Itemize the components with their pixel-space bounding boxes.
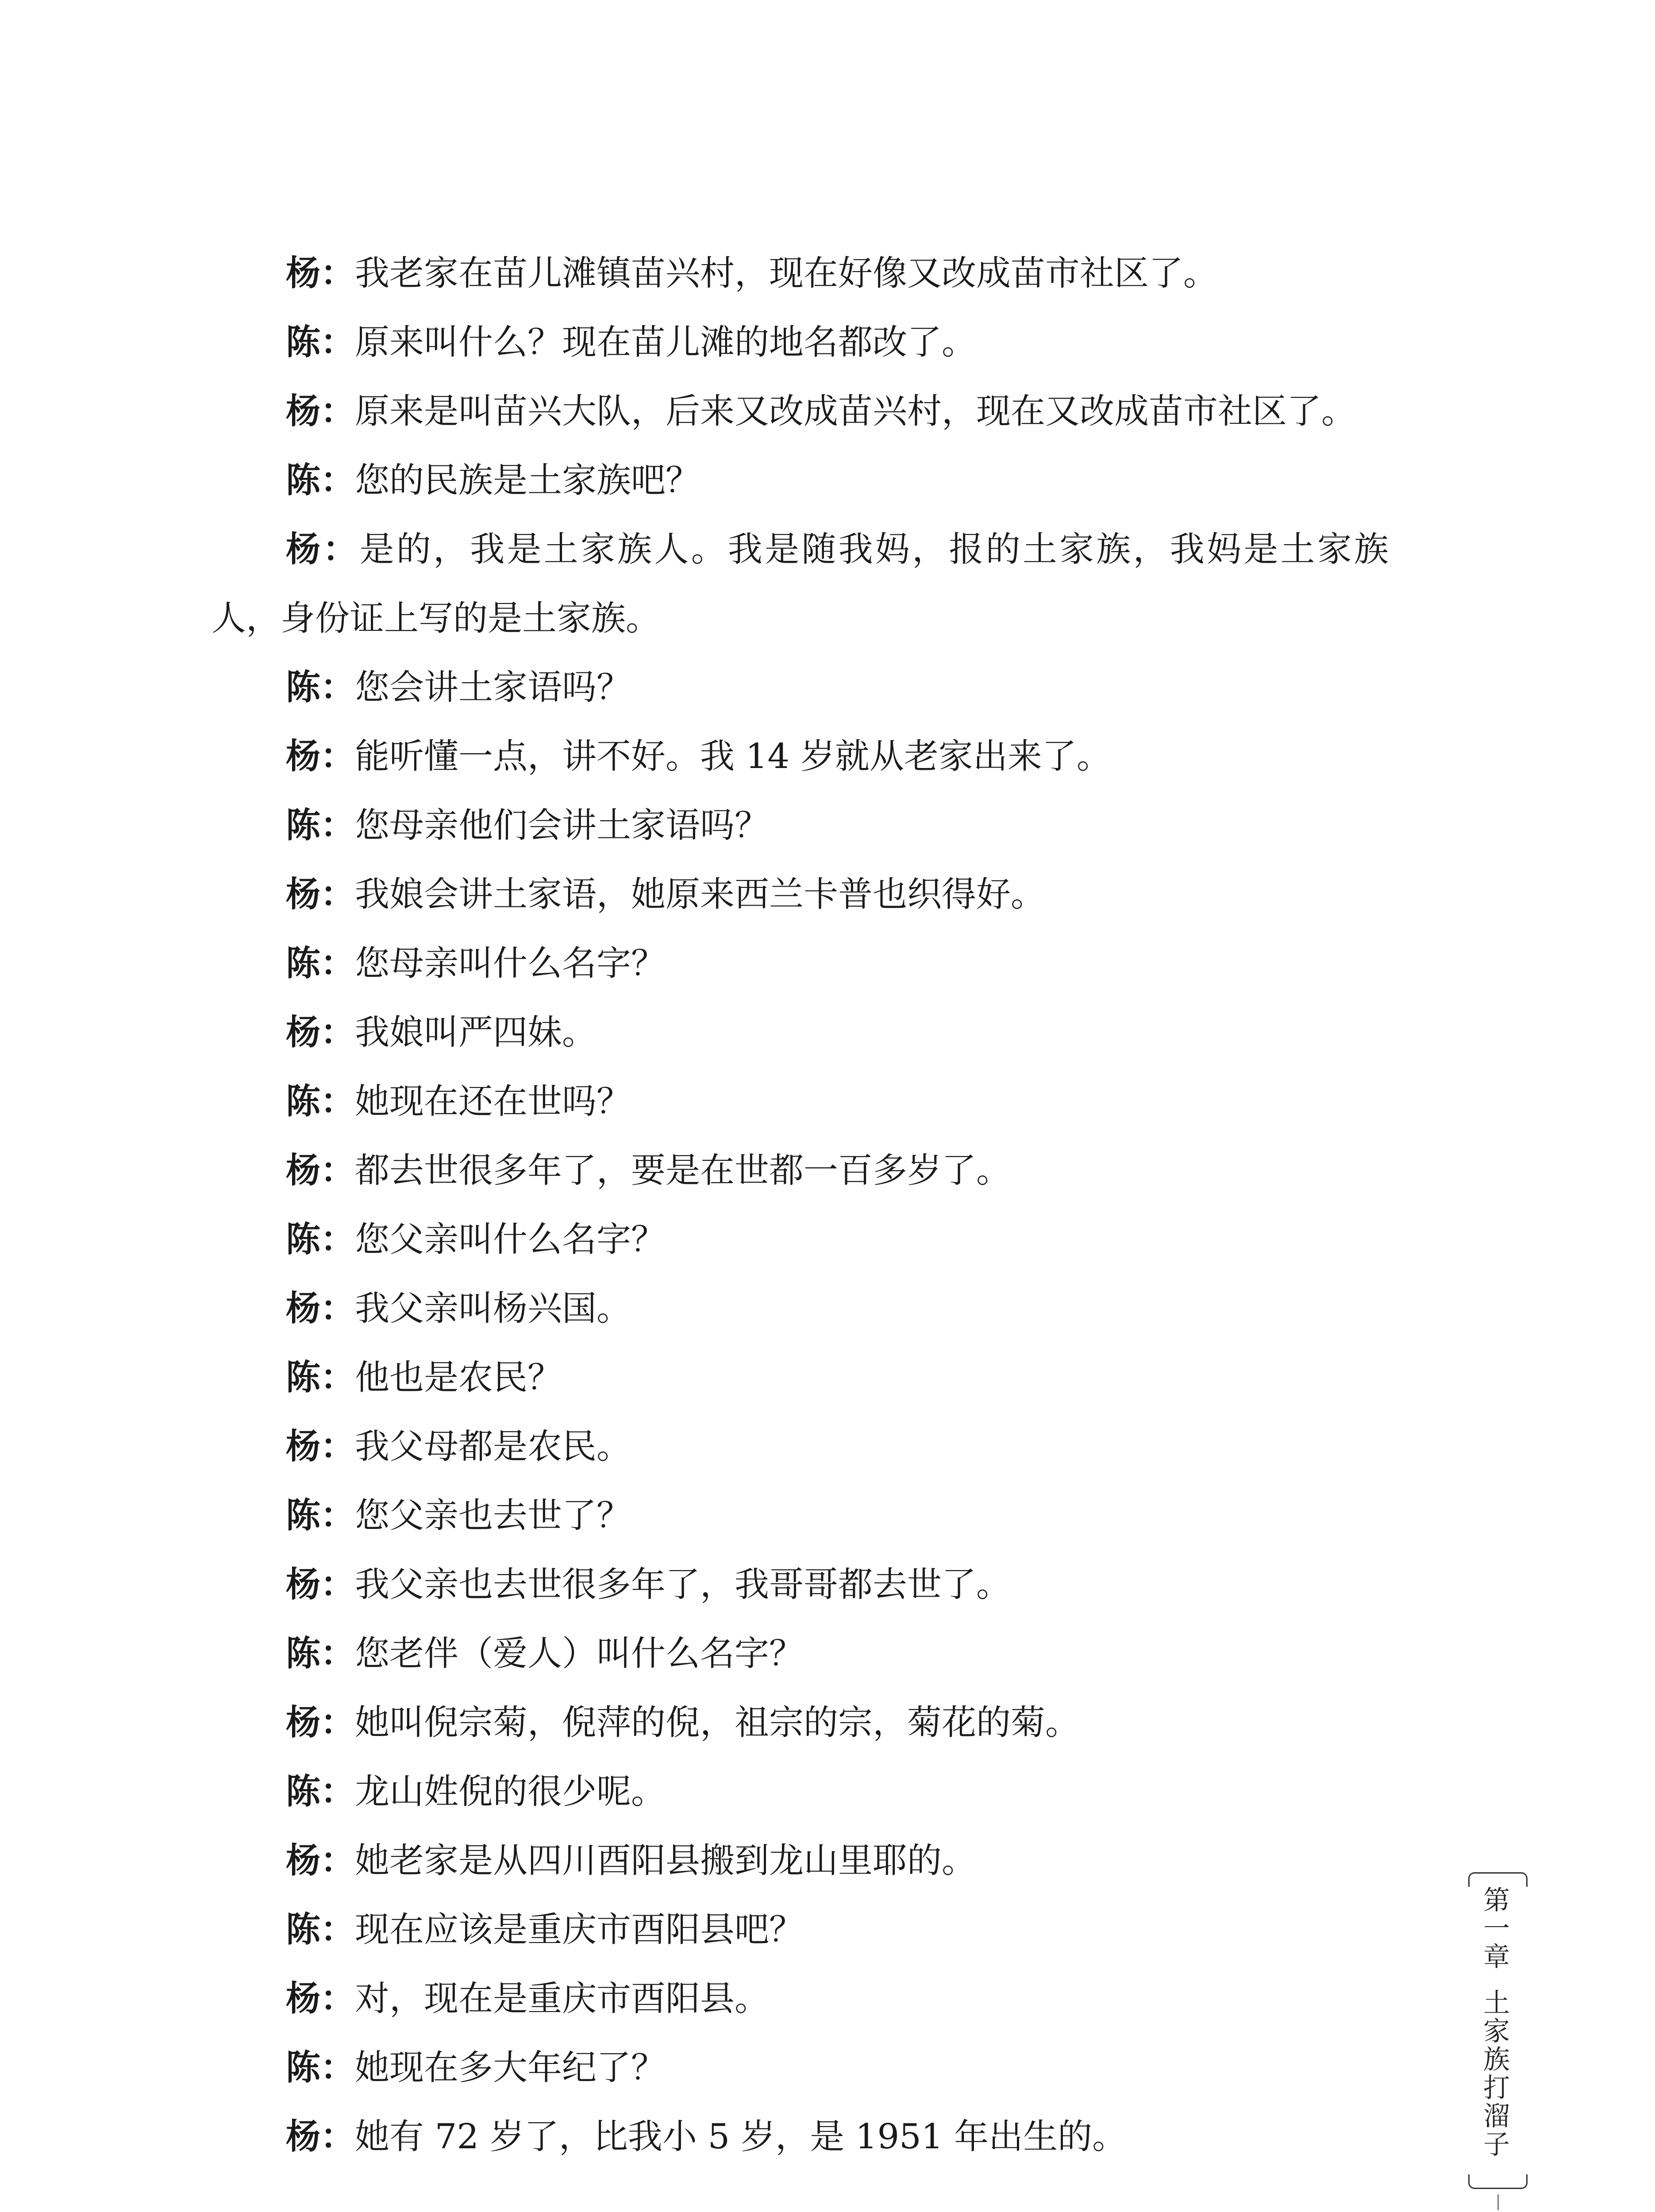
dialogue-text: 能听懂一点，讲不好。我 14 岁就从老家出来了。 bbox=[355, 737, 1111, 776]
dialogue-text: 我娘会讲土家语，她原来西兰卡普也织得好。 bbox=[355, 875, 1046, 914]
dialogue-paragraph bbox=[212, 446, 1389, 515]
chapter-title-char: 土 bbox=[1483, 1988, 1510, 2019]
dialogue-text: 您母亲他们会讲土家语吗？ bbox=[355, 806, 770, 845]
chapter-title-char: 溜 bbox=[1483, 2101, 1510, 2132]
dialogue-text: 原来是叫苗兴大队，后来又改成苗兴村，现在又改成苗市社区了。 bbox=[355, 392, 1356, 431]
speaker-label: 陈： bbox=[286, 668, 355, 707]
dialogue-text: 您老伴（爱人）叫什么名字？ bbox=[355, 1634, 804, 1674]
dialogue-paragraph bbox=[212, 239, 1389, 308]
dialogue-paragraph bbox=[212, 860, 1389, 929]
dialogue-paragraph bbox=[212, 2102, 1389, 2171]
speaker-label: 陈： bbox=[286, 1772, 355, 1812]
speaker-label: 陈： bbox=[286, 1634, 355, 1674]
dialogue-text: 您的民族是土家族吧？ bbox=[355, 461, 700, 500]
speaker-label: 陈： bbox=[286, 806, 355, 845]
dialogue-paragraph bbox=[212, 1067, 1389, 1136]
dialogue-paragraph bbox=[212, 929, 1389, 998]
speaker-label: 杨： bbox=[286, 737, 355, 776]
side-rule bbox=[1497, 2194, 1499, 2210]
speaker-label: 陈： bbox=[286, 1358, 355, 1398]
dialogue-paragraph bbox=[212, 1343, 1389, 1412]
speaker-label: 杨： bbox=[286, 530, 360, 569]
dialogue-text: 我老家在苗儿滩镇苗兴村，现在好像又改成苗市社区了。 bbox=[355, 253, 1218, 293]
dialogue-text: 现在应该是重庆市酉阳县吧？ bbox=[355, 1910, 804, 1950]
dialogue-paragraph bbox=[212, 515, 1389, 653]
dialogue-text: 是的，我是土家族人。我是随我妈，报的土家族，我妈是土家族人，身份证上写的是土家族。 bbox=[212, 530, 1389, 638]
chapter-title-char: 打 bbox=[1483, 2073, 1510, 2104]
dialogue-paragraph bbox=[212, 653, 1389, 722]
dialogue-text: 她叫倪宗菊，倪萍的倪，祖宗的宗，菊花的菊。 bbox=[355, 1703, 1080, 1743]
dialogue-paragraph bbox=[212, 1826, 1389, 1895]
dialogue-body bbox=[212, 239, 1389, 2171]
dialogue-text: 原来叫什么？现在苗儿滩的地名都改了。 bbox=[355, 323, 977, 362]
dialogue-text: 对，现在是重庆市酉阳县。 bbox=[355, 1979, 770, 2019]
dialogue-paragraph bbox=[212, 1964, 1389, 2033]
dialogue-paragraph bbox=[212, 722, 1389, 791]
speaker-label: 杨： bbox=[286, 1427, 355, 1467]
speaker-label: 杨： bbox=[286, 1289, 355, 1329]
dialogue-text: 您父亲叫什么名字？ bbox=[355, 1220, 666, 1260]
dialogue-paragraph bbox=[212, 1205, 1389, 1274]
chapter-title-char: 家 bbox=[1483, 2016, 1510, 2047]
dialogue-paragraph bbox=[212, 1688, 1389, 1757]
speaker-label: 杨： bbox=[286, 1151, 355, 1190]
chapter-title-char: 子 bbox=[1483, 2129, 1510, 2160]
speaker-label: 陈： bbox=[286, 944, 355, 983]
chapter-label bbox=[1459, 1887, 1535, 2174]
speaker-label: 杨： bbox=[286, 2117, 355, 2157]
dialogue-text: 我父亲叫杨兴国。 bbox=[355, 1289, 631, 1329]
dialogue-text: 龙山姓倪的很少呢。 bbox=[355, 1772, 666, 1812]
dialogue-text: 他也是农民？ bbox=[355, 1358, 562, 1398]
dialogue-text: 您母亲叫什么名字？ bbox=[355, 944, 666, 983]
dialogue-text: 都去世很多年了，要是在世都一百多岁了。 bbox=[355, 1151, 1011, 1190]
speaker-label: 杨： bbox=[286, 392, 355, 431]
dialogue-text: 我父亲也去世很多年了，我哥哥都去世了。 bbox=[355, 1565, 1011, 1605]
dialogue-paragraph bbox=[212, 1619, 1389, 1688]
chapter-number-char: 章 bbox=[1483, 1942, 1510, 1973]
dialogue-text: 我娘叫严四妹。 bbox=[355, 1013, 597, 1052]
dialogue-text: 她现在多大年纪了？ bbox=[355, 2048, 666, 2088]
speaker-label: 陈： bbox=[286, 1220, 355, 1260]
dialogue-paragraph bbox=[212, 377, 1389, 446]
dialogue-text: 您父亲也去世了？ bbox=[355, 1496, 631, 1536]
dialogue-paragraph bbox=[212, 2033, 1389, 2102]
speaker-label: 陈： bbox=[286, 1496, 355, 1536]
dialogue-text: 她现在还在世吗？ bbox=[355, 1082, 631, 1121]
speaker-label: 陈： bbox=[286, 1082, 355, 1121]
dialogue-paragraph bbox=[212, 1757, 1389, 1826]
speaker-label: 杨： bbox=[286, 1703, 355, 1743]
speaker-label: 杨： bbox=[286, 253, 355, 293]
chapter-number-char: 第 bbox=[1483, 1885, 1510, 1916]
dialogue-paragraph bbox=[212, 1895, 1389, 1964]
speaker-label: 陈： bbox=[286, 461, 355, 500]
dialogue-text: 我父母都是农民。 bbox=[355, 1427, 631, 1467]
dialogue-text: 她老家是从四川酉阳县搬到龙山里耶的。 bbox=[355, 1841, 977, 1881]
chapter-number-char: 一 bbox=[1483, 1913, 1510, 1944]
dialogue-paragraph bbox=[212, 1412, 1389, 1481]
chapter-side-tab bbox=[1459, 1872, 1535, 2189]
speaker-label: 杨： bbox=[286, 1565, 355, 1605]
speaker-label: 杨： bbox=[286, 1013, 355, 1052]
speaker-label: 杨： bbox=[286, 1979, 355, 2019]
dialogue-text: 她有 72 岁了，比我小 5 岁，是 1951 年出生的。 bbox=[355, 2117, 1127, 2157]
speaker-label: 杨： bbox=[286, 1841, 355, 1881]
speaker-label: 陈： bbox=[286, 323, 355, 362]
speaker-label: 陈： bbox=[286, 2048, 355, 2088]
dialogue-paragraph bbox=[212, 791, 1389, 860]
dialogue-paragraph bbox=[212, 1136, 1389, 1205]
tab-bracket-bottom bbox=[1468, 2174, 1528, 2189]
dialogue-paragraph bbox=[212, 1481, 1389, 1550]
speaker-label: 陈： bbox=[286, 1910, 355, 1950]
speaker-label: 杨： bbox=[286, 875, 355, 914]
dialogue-paragraph bbox=[212, 1274, 1389, 1343]
dialogue-paragraph bbox=[212, 998, 1389, 1067]
dialogue-paragraph bbox=[212, 308, 1389, 377]
dialogue-text: 您会讲土家语吗？ bbox=[355, 668, 631, 707]
chapter-title-char: 族 bbox=[1483, 2044, 1510, 2075]
dialogue-paragraph bbox=[212, 1550, 1389, 1619]
